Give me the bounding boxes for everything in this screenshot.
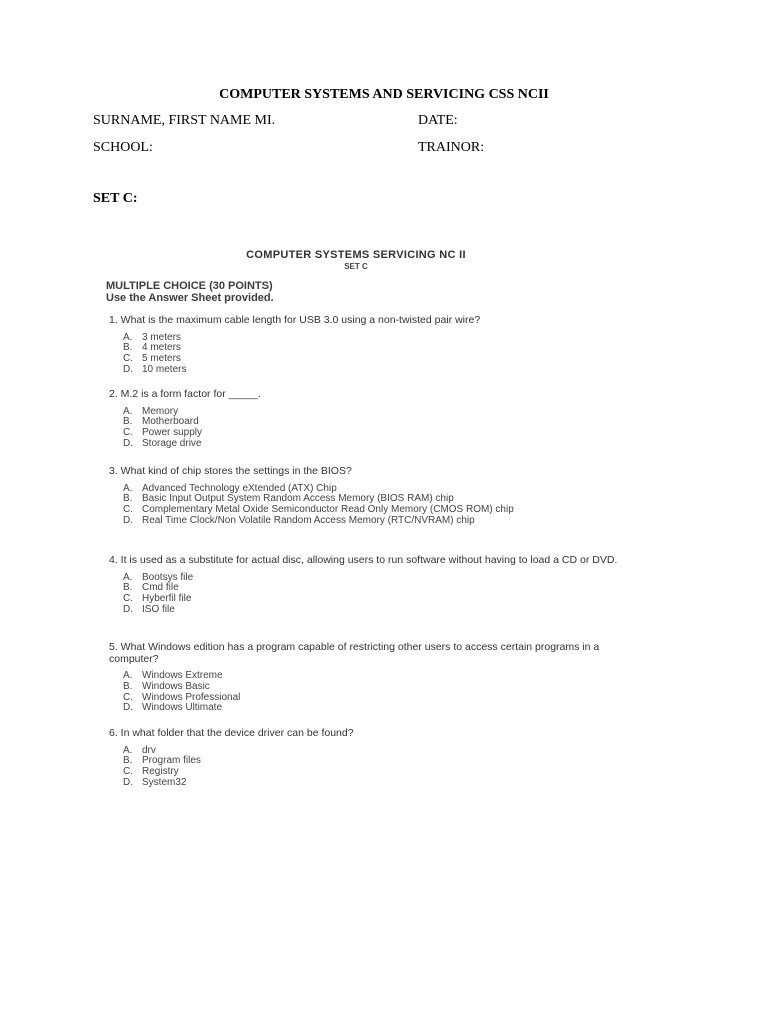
option-a: A. drv [123, 744, 156, 756]
option-d: D. 10 meters [123, 363, 187, 375]
option-a: A. Bootsys file [123, 571, 194, 583]
option-c: C. Complementary Metal Oxide Semiconductor Read Only Memory (CMOS ROM) chip [123, 504, 514, 516]
question-text: 3. What kind of chip stores the settings in the BIOS? [109, 465, 352, 477]
option-a: A. Windows Extreme [123, 670, 223, 681]
option-b: B. 4 meters [123, 342, 181, 354]
sheet-subtitle: SET C [344, 262, 368, 271]
option-c: C. Windows Professional [123, 691, 241, 703]
sheet-title: COMPUTER SYSTEMS SERVICING NC II [246, 249, 466, 261]
option-c: C. 5 meters [123, 353, 181, 365]
option-d: D. ISO file [123, 603, 175, 615]
option-b: B. Windows Basic [123, 680, 210, 692]
option-b: B. Program files [123, 755, 201, 767]
option-b: B. Cmd file [123, 582, 179, 594]
option-c: C. Hyberfil file [123, 593, 192, 605]
trainor-label: TRAINOR: [418, 140, 485, 155]
option-b: B. Motherboard [123, 416, 199, 428]
option-b: B. Basic Input Output System Random Access Memory (BIOS RAM) chip [123, 493, 454, 505]
option-a: A. Advanced Technology eXtended (ATX) Chip [123, 482, 337, 494]
question-6 [109, 728, 629, 789]
option-c: C. Power supply [123, 427, 203, 439]
question-text: 1. What is the maximum cable length for USB 3.0 using a non-twisted pair wire? [109, 314, 481, 326]
question-3 [109, 466, 629, 527]
option-a: A. Memory [123, 405, 179, 417]
question-4 [109, 555, 629, 616]
question-2 [109, 389, 629, 450]
option-d: D. Storage drive [123, 437, 202, 449]
option-d: D. System32 [123, 776, 187, 788]
question-text: 6. In what folder that the device driver can be found? [109, 727, 354, 739]
section-heading [106, 280, 274, 304]
scanned-test-sheet [96, 240, 656, 800]
question-text: 2. M.2 is a form factor for _____. [109, 388, 261, 400]
date-label: DATE: [418, 113, 458, 128]
section-title: MULTIPLE CHOICE (30 POINTS) [106, 280, 273, 292]
set-label: SET C: [93, 191, 138, 206]
school-label: SCHOOL: [93, 140, 153, 155]
document-title: COMPUTER SYSTEMS AND SERVICING CSS NCII [219, 87, 549, 102]
option-d: D. Windows Ultimate [123, 702, 223, 714]
option-c: C. Registry [123, 766, 179, 778]
question-text: 5. What Windows edition has a program capable of restricting other users to access certain programs in a computer? [109, 641, 600, 665]
question-1 [109, 315, 629, 376]
surname-label: SURNAME, FIRST NAME MI. [93, 113, 276, 128]
instruction-text: Use the Answer Sheet provided. [106, 292, 274, 304]
option-d: D. Real Time Clock/Non Volatile Random Access Memory (RTC/NVRAM) chip [123, 514, 475, 526]
option-a: A. 3 meters [123, 331, 181, 343]
question-5 [109, 642, 629, 714]
question-text: 4. It is used as a substitute for actual disc, allowing users to run software without having to load a CD or DVD. [109, 554, 618, 566]
